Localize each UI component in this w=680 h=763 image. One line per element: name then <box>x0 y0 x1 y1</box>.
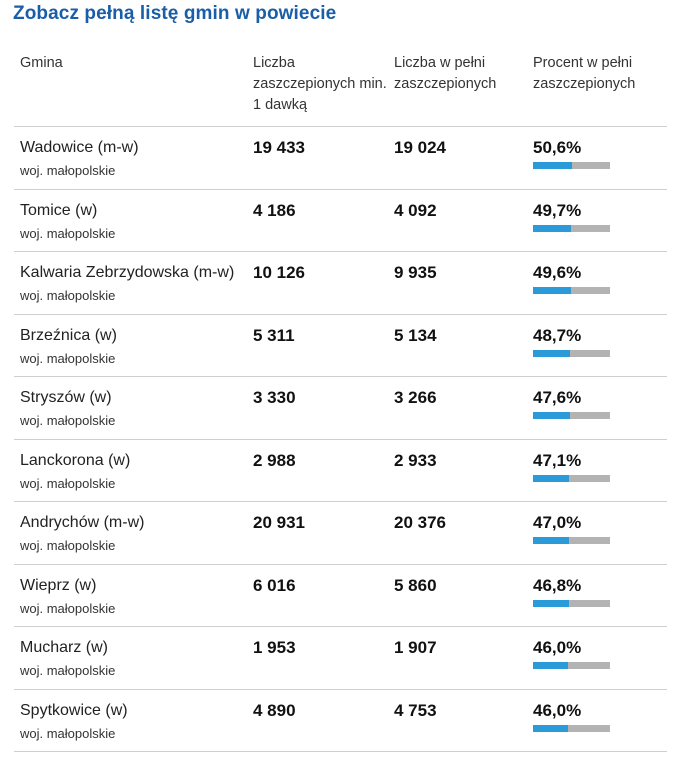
percent-bar <box>533 537 610 544</box>
table-body <box>14 127 667 752</box>
percent-cell <box>531 502 667 564</box>
percent-cell <box>531 440 667 502</box>
percent-bar <box>533 725 610 732</box>
table-row <box>14 440 667 503</box>
table-row <box>14 190 667 253</box>
min1-value: 1 953 <box>253 638 296 657</box>
min1-value: 4 186 <box>253 200 296 220</box>
gmina-name[interactable]: Wieprz (w) <box>20 576 97 594</box>
percent-value: 47,0% <box>533 513 582 532</box>
full-value: 5 860 <box>394 575 437 595</box>
gmina-region: woj. małopolskie <box>20 225 116 241</box>
percent-value: 48,7% <box>533 325 582 345</box>
gmina-cell <box>14 440 249 502</box>
gmina-cell <box>14 627 249 689</box>
full-value: 9 935 <box>394 263 437 282</box>
percent-bar <box>533 225 610 232</box>
table-row <box>14 127 667 190</box>
gmina-region: woj. małopolskie <box>20 663 116 678</box>
min1-value: 19 433 <box>253 138 305 157</box>
table-row <box>14 690 667 753</box>
gmina-table <box>14 40 667 752</box>
gmina-region: woj. małopolskie <box>20 350 116 366</box>
full-value: 19 024 <box>394 138 446 157</box>
min1-value: 2 988 <box>253 450 296 470</box>
table-row <box>14 377 667 440</box>
percent-bar <box>533 475 610 482</box>
percent-bar <box>533 662 610 669</box>
percent-cell <box>531 127 667 189</box>
gmina-name[interactable]: Stryszów (w) <box>20 389 112 406</box>
percent-bar-fill <box>533 475 569 482</box>
percent-cell <box>531 377 667 439</box>
table-row <box>14 565 667 628</box>
gmina-cell <box>14 252 249 314</box>
gmina-region: woj. małopolskie <box>20 538 116 553</box>
percent-bar <box>533 350 610 357</box>
percent-cell <box>531 565 667 627</box>
gmina-region: woj. małopolskie <box>20 413 116 428</box>
full-value: 4 092 <box>394 200 437 220</box>
full-value: 4 753 <box>394 700 437 720</box>
gmina-region: woj. małopolskie <box>20 163 116 178</box>
gmina-cell <box>14 565 249 627</box>
table-row <box>14 252 667 315</box>
full-value: 3 266 <box>394 388 437 407</box>
percent-value: 46,0% <box>533 700 582 720</box>
gmina-name[interactable]: Wadowice (m-w) <box>20 139 139 156</box>
header-percent[interactable]: Procent w pełni zaszczepionych <box>533 55 636 92</box>
gmina-region: woj. małopolskie <box>20 475 116 491</box>
percent-bar-fill <box>533 162 572 169</box>
gmina-name[interactable]: Tomice (w) <box>20 201 98 219</box>
gmina-cell <box>14 315 249 377</box>
min1-value: 5 311 <box>253 325 295 345</box>
percent-value: 47,6% <box>533 388 582 407</box>
percent-bar <box>533 412 610 419</box>
gmina-cell <box>14 127 249 189</box>
gmina-region: woj. małopolskie <box>20 288 116 303</box>
percent-bar-fill <box>533 725 568 732</box>
percent-cell <box>531 690 667 752</box>
gmina-region: woj. małopolskie <box>20 600 116 616</box>
percent-bar-fill <box>533 350 570 357</box>
table-row <box>14 315 667 378</box>
min1-value: 20 931 <box>253 513 305 532</box>
gmina-cell <box>14 377 249 439</box>
percent-value: 49,7% <box>533 200 582 220</box>
header-full[interactable]: Liczba w pełni zaszczepionych <box>394 55 497 92</box>
header-gmina[interactable]: Gmina <box>20 55 63 71</box>
min1-value: 10 126 <box>253 263 305 282</box>
table-row <box>14 502 667 565</box>
percent-bar <box>533 162 610 169</box>
percent-cell <box>531 627 667 689</box>
percent-bar-fill <box>533 225 571 232</box>
percent-value: 46,8% <box>533 575 582 595</box>
page-title: Zobacz pełną listę gmin w powiecie <box>13 3 337 24</box>
gmina-region: woj. małopolskie <box>20 725 116 741</box>
percent-bar-fill <box>533 287 571 294</box>
percent-cell <box>531 315 667 377</box>
percent-value: 46,0% <box>533 638 582 657</box>
gmina-name[interactable]: Mucharz (w) <box>20 639 109 656</box>
percent-value: 49,6% <box>533 263 582 282</box>
percent-bar <box>533 287 610 294</box>
table-header <box>14 40 667 127</box>
percent-bar <box>533 600 610 607</box>
gmina-name[interactable]: Andrychów (m-w) <box>20 514 145 531</box>
percent-bar-fill <box>533 537 569 544</box>
gmina-cell <box>14 190 249 252</box>
gmina-name[interactable]: Lanckorona (w) <box>20 451 131 469</box>
min1-value: 3 330 <box>253 388 296 407</box>
gmina-name[interactable]: Spytkowice (w) <box>20 701 128 719</box>
gmina-cell <box>14 690 249 752</box>
percent-value: 50,6% <box>533 138 582 157</box>
full-value: 5 134 <box>394 325 437 345</box>
percent-cell <box>531 252 667 314</box>
percent-bar-fill <box>533 662 568 669</box>
full-value: 2 933 <box>394 450 437 470</box>
full-value: 1 907 <box>394 638 437 657</box>
percent-bar-fill <box>533 412 570 419</box>
percent-value: 47,1% <box>533 450 582 470</box>
table-row <box>14 627 667 690</box>
gmina-name[interactable]: Brzeźnica (w) <box>20 326 117 344</box>
header-min1[interactable]: Liczba zaszczepionych min. 1 dawką <box>253 55 387 113</box>
percent-cell <box>531 190 667 252</box>
percent-bar-fill <box>533 600 569 607</box>
gmina-cell <box>14 502 249 564</box>
full-value: 20 376 <box>394 513 446 532</box>
gmina-name[interactable]: Kalwaria Zebrzydowska (m-w) <box>20 264 235 281</box>
min1-value: 6 016 <box>253 575 296 595</box>
min1-value: 4 890 <box>253 700 296 720</box>
